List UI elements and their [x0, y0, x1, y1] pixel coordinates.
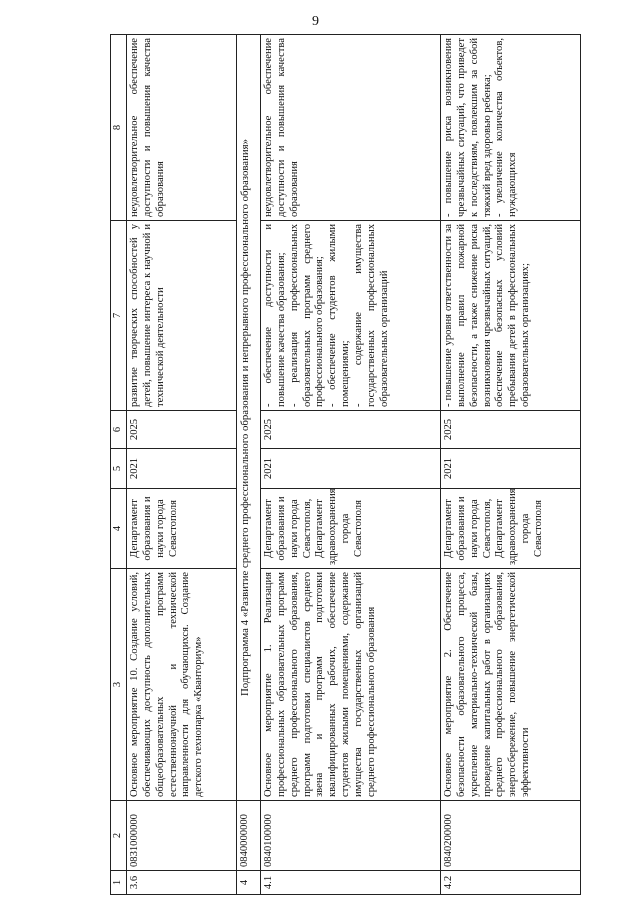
header-cell-7: 7	[111, 221, 127, 411]
table-row-subprogram-4	[236, 35, 260, 895]
non-implementation-consequence: неудовлетворительное обеспечение доступности и повышения качества образования	[126, 35, 236, 221]
table-row-3-6	[126, 35, 236, 895]
row-number: 4.2	[440, 871, 580, 895]
non-implementation-consequence: неудовлетворительное обеспечение доступности и повышения качества образования	[260, 35, 440, 221]
header-cell-8: 8	[111, 35, 127, 221]
header-cell-1: 1	[111, 871, 127, 895]
budget-code: 0840200000	[440, 801, 580, 871]
page-number: 9	[312, 14, 319, 29]
expected-result: развитие творческих способностей у детей, повышение интереса к научной и технической деятельности	[126, 221, 236, 411]
end-year: 2025	[126, 411, 236, 449]
start-year: 2021	[260, 449, 440, 489]
table-row-4-2	[440, 35, 580, 895]
end-year: 2025	[260, 411, 440, 449]
rotated-table-wrapper	[110, 35, 580, 895]
program-measures-table	[110, 34, 581, 895]
budget-code: 0831000000	[126, 801, 236, 871]
budget-code: 0840000000	[236, 801, 260, 871]
column-number-row	[111, 35, 127, 895]
executor: Департамент образования и науки города Севастополя, Департамент здравоохранения города Севастополя	[440, 489, 580, 569]
header-cell-5: 5	[111, 449, 127, 489]
executor: Департамент образования и науки города Севастополя, Департамент здравоохранения города Севастополя	[260, 489, 440, 569]
non-implementation-consequence: - повышение риска возникновения чрезвычайных ситуаций, что приведет к последствиям, повлекшим за собой тяжкий вред здоровью ребенка; - увеличение количества объектов, нуждающихся	[440, 35, 580, 221]
row-number: 3.6	[126, 871, 236, 895]
header-cell-3: 3	[111, 569, 127, 801]
measure-name: Основное мероприятие 2. Обеспечение безопасности образовательного процесса, укрепление материально-технической базы, проведение капитальных работ в организациях среднего профессионального образования, энергосбережение, повышение энергетической эффективности	[440, 569, 580, 801]
start-year: 2021	[126, 449, 236, 489]
row-number: 4.1	[260, 871, 440, 895]
table-row-4-1	[260, 35, 440, 895]
budget-code: 0840100000	[260, 801, 440, 871]
header-cell-2: 2	[111, 801, 127, 871]
measure-name: Основное мероприятие 10. Создание условий, обеспечивающих доступность дополнительных общеобразовательных программ естественнонаучной и технической направленности для обучающихся. Создание детского технопарка «Кванториум»	[126, 569, 236, 801]
executor: Департамент образования и науки города Севастополя	[126, 489, 236, 569]
row-number: 4	[236, 871, 260, 895]
measure-name: Основное мероприятие 1. Реализация профессиональных образовательных программ среднего профессионального образования, программ подготовки специалистов среднего звена и программ подготовки квалифицированных рабочих, обеспечение студентов жилыми помещениями, содержание имущества государственных организаций среднего профессионального образования	[260, 569, 440, 801]
expected-result: - обеспечение доступности и повышение качества образования; - реализация профессиональных образовательных программ среднего профессионального образования; - обеспечение студентов жилыми помещениями; - содержание имущества государственных профессиональных образовательных организаций	[260, 221, 440, 411]
start-year: 2021	[440, 449, 580, 489]
header-cell-6: 6	[111, 411, 127, 449]
expected-result: - повышение уровня ответственности за выполнение правил пожарной безопасности, а также снижение риска возникновения чрезвычайных ситуаций, обеспечение безопасных условий пребывания детей в профессиональных образовательных организациях;	[440, 221, 580, 411]
header-cell-4: 4	[111, 489, 127, 569]
end-year: 2025	[440, 411, 580, 449]
subprogram-title: Подпрограмма 4 «Развитие среднего профессионального образования и непрерывного профессионального образования»	[236, 35, 260, 801]
